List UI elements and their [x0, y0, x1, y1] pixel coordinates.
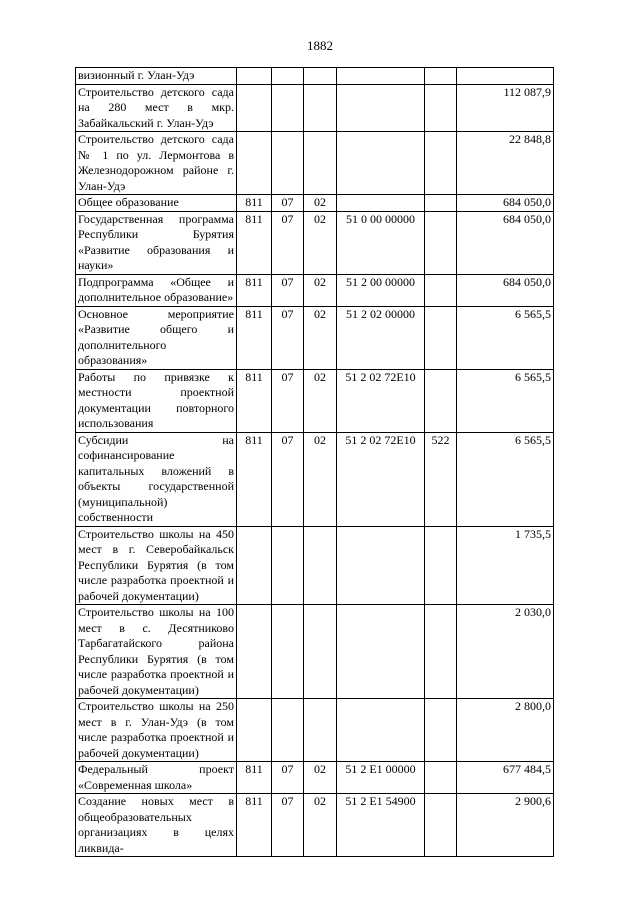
page-number: 1882: [307, 38, 333, 53]
row-vr-cell: [425, 68, 457, 85]
table-row: [76, 605, 554, 699]
row-pr-cell: [304, 84, 337, 132]
row-csr-cell: 51 2 02 00000: [337, 306, 425, 369]
row-csr-cell: [337, 195, 425, 212]
row-sum-cell: 22 848,8: [457, 132, 554, 195]
row-name-cell: Работы по привязке к местности проектной документации повторного использования: [76, 369, 237, 432]
row-vr-cell: [425, 195, 457, 212]
row-sum-cell: 2 800,0: [457, 699, 554, 762]
row-csr-cell: 51 2 Е1 54900: [337, 794, 425, 857]
row-pr-cell: [304, 68, 337, 85]
row-pr-cell: [304, 605, 337, 699]
row-name-cell: Общее образование: [76, 195, 237, 212]
row-ved-cell: 811: [237, 762, 272, 794]
row-rz-cell: 07: [272, 762, 304, 794]
row-vr-cell: [425, 306, 457, 369]
table-row: [76, 274, 554, 306]
row-pr-cell: 02: [304, 274, 337, 306]
row-vr-cell: [425, 762, 457, 794]
row-ved-cell: 811: [237, 306, 272, 369]
row-rz-cell: 07: [272, 306, 304, 369]
row-ved-cell: [237, 68, 272, 85]
row-vr-cell: [425, 132, 457, 195]
table-row: [76, 526, 554, 605]
row-rz-cell: 07: [272, 794, 304, 857]
row-ved-cell: 811: [237, 274, 272, 306]
row-name-cell: Строительство школы на 450 мест в г. Северобайкальск Республики Бурятия (в том числе разработка проектной и рабочей документации): [76, 526, 237, 605]
row-sum-cell: 677 484,5: [457, 762, 554, 794]
row-ved-cell: [237, 526, 272, 605]
row-ved-cell: [237, 699, 272, 762]
row-vr-cell: [425, 274, 457, 306]
row-rz-cell: [272, 605, 304, 699]
row-ved-cell: 811: [237, 432, 272, 526]
row-csr-cell: 51 2 00 00000: [337, 274, 425, 306]
table-row: [76, 762, 554, 794]
row-sum-cell: 112 087,9: [457, 84, 554, 132]
row-sum-cell: 6 565,5: [457, 369, 554, 432]
table-row: [76, 84, 554, 132]
row-vr-cell: [425, 211, 457, 274]
row-csr-cell: [337, 68, 425, 85]
row-pr-cell: [304, 699, 337, 762]
row-name-cell: Подпрограмма «Общее и дополнительное образование»: [76, 274, 237, 306]
row-csr-cell: [337, 699, 425, 762]
table-row: [76, 794, 554, 857]
row-vr-cell: [425, 699, 457, 762]
row-vr-cell: [425, 605, 457, 699]
row-name-cell: Строительство детского сада № 1 по ул. Лермонтова в Железнодорожном районе г. Улан-Удэ: [76, 132, 237, 195]
table-row: [76, 699, 554, 762]
row-csr-cell: [337, 526, 425, 605]
row-sum-cell: 6 565,5: [457, 432, 554, 526]
row-pr-cell: 02: [304, 195, 337, 212]
row-pr-cell: 02: [304, 211, 337, 274]
row-ved-cell: [237, 605, 272, 699]
row-pr-cell: 02: [304, 432, 337, 526]
row-ved-cell: 811: [237, 211, 272, 274]
row-ved-cell: 811: [237, 794, 272, 857]
row-rz-cell: 07: [272, 274, 304, 306]
row-name-cell: Субсидии на софинансирование капитальных вложений в объекты государственной (муниципальной) собственности: [76, 432, 237, 526]
row-csr-cell: 51 0 00 00000: [337, 211, 425, 274]
table-row: [76, 432, 554, 526]
row-name-cell: Строительство школы на 250 мест в г. Улан-Удэ (в том числе разработка проектной и рабочей документации): [76, 699, 237, 762]
row-rz-cell: [272, 526, 304, 605]
row-sum-cell: 684 050,0: [457, 274, 554, 306]
row-name-cell: Строительство школы на 100 мест в с. Десятниково Тарбагатайского района Республики Бурятия (в том числе разработка проектной и рабочей документации): [76, 605, 237, 699]
row-rz-cell: [272, 84, 304, 132]
table-row: [76, 369, 554, 432]
row-name-cell: Основное мероприятие «Развитие общего и дополнительного образования»: [76, 306, 237, 369]
row-rz-cell: 07: [272, 369, 304, 432]
row-name-cell: Государственная программа Республики Бурятия «Развитие образования и науки»: [76, 211, 237, 274]
row-pr-cell: 02: [304, 306, 337, 369]
row-rz-cell: 07: [272, 211, 304, 274]
row-sum-cell: [457, 68, 554, 85]
row-vr-cell: [425, 369, 457, 432]
row-ved-cell: [237, 132, 272, 195]
row-sum-cell: 6 565,5: [457, 306, 554, 369]
row-pr-cell: 02: [304, 369, 337, 432]
row-csr-cell: [337, 132, 425, 195]
row-sum-cell: 2 030,0: [457, 605, 554, 699]
row-vr-cell: [425, 526, 457, 605]
row-vr-cell: [425, 84, 457, 132]
budget-table-body: [76, 68, 554, 857]
row-name-cell: Строительство детского сада на 280 мест в мкр. Забайкальский г. Улан-Удэ: [76, 84, 237, 132]
row-pr-cell: [304, 132, 337, 195]
budget-table: [75, 67, 554, 857]
table-row: [76, 306, 554, 369]
row-csr-cell: 51 2 Е1 00000: [337, 762, 425, 794]
row-sum-cell: 684 050,0: [457, 211, 554, 274]
row-name-cell: визионный г. Улан-Удэ: [76, 68, 237, 85]
row-sum-cell: 684 050,0: [457, 195, 554, 212]
row-csr-cell: [337, 605, 425, 699]
row-csr-cell: [337, 84, 425, 132]
row-rz-cell: 07: [272, 195, 304, 212]
row-rz-cell: [272, 68, 304, 85]
row-ved-cell: 811: [237, 369, 272, 432]
row-rz-cell: [272, 132, 304, 195]
row-sum-cell: 1 735,5: [457, 526, 554, 605]
row-rz-cell: 07: [272, 432, 304, 526]
table-row: [76, 195, 554, 212]
row-pr-cell: 02: [304, 762, 337, 794]
row-ved-cell: [237, 84, 272, 132]
row-rz-cell: [272, 699, 304, 762]
row-name-cell: Создание новых мест в общеобразовательных организациях в целях ликвида-: [76, 794, 237, 857]
table-row: [76, 68, 554, 85]
table-row: [76, 132, 554, 195]
row-vr-cell: [425, 794, 457, 857]
row-csr-cell: 51 2 02 72Е10: [337, 432, 425, 526]
row-pr-cell: [304, 526, 337, 605]
row-name-cell: Федеральный проект «Современная школа»: [76, 762, 237, 794]
table-row: [76, 211, 554, 274]
row-sum-cell: 2 900,6: [457, 794, 554, 857]
row-pr-cell: 02: [304, 794, 337, 857]
row-ved-cell: 811: [237, 195, 272, 212]
row-vr-cell: 522: [425, 432, 457, 526]
row-csr-cell: 51 2 02 72Е10: [337, 369, 425, 432]
